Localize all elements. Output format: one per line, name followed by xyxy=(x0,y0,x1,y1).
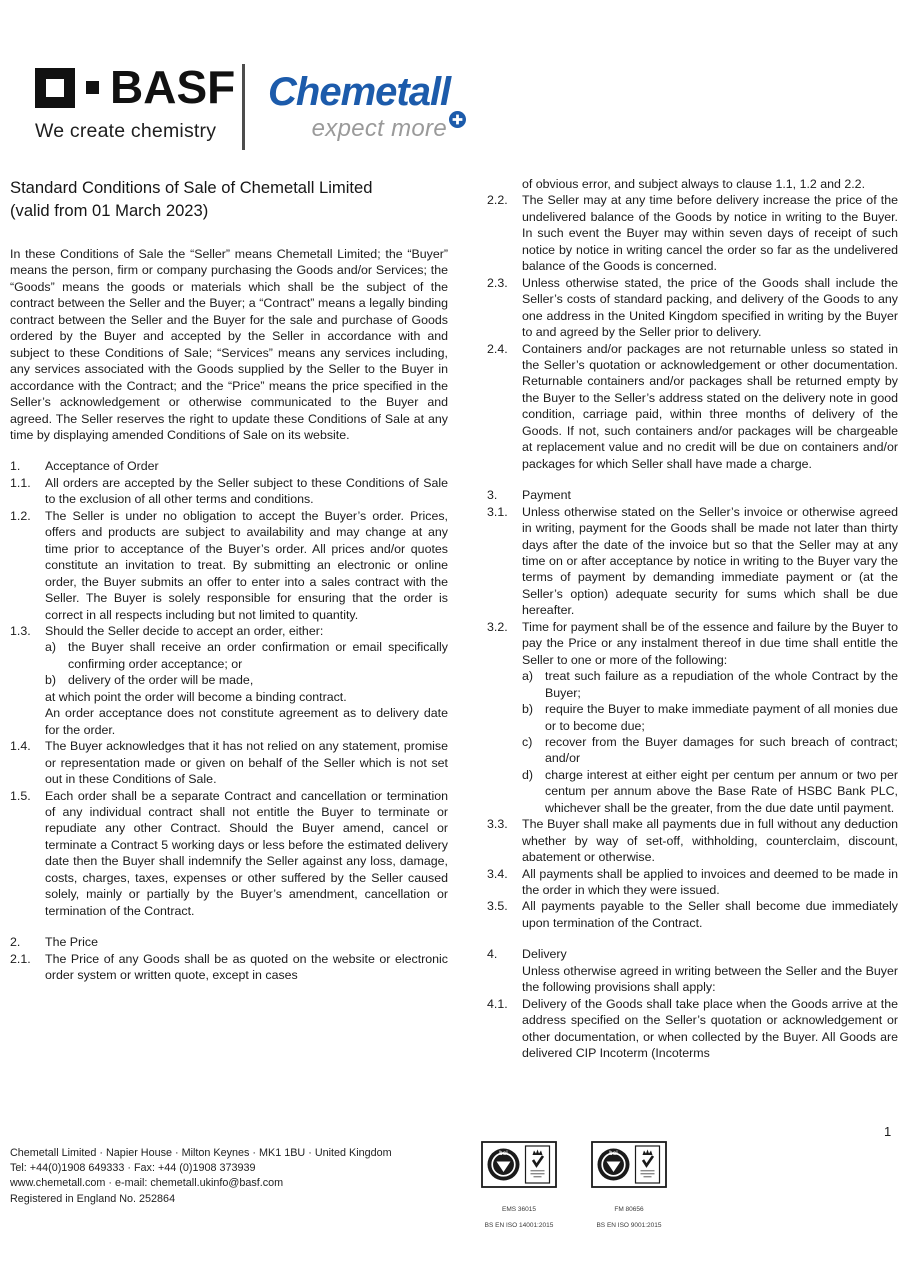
chemetall-wordmark: Chemetall xyxy=(268,70,451,114)
clause xyxy=(487,176,898,192)
certification-badges xyxy=(480,1141,668,1229)
clause-subitem xyxy=(522,734,898,767)
clause-paragraph: Each order shall be a separate Contract and cancellation or termination of any individual contract shall not entitle the Buyer to terminate or repudiate any other Contract. Should the Buyer amend, cancel or terminate a Contract 5 working days or less before the estimated delivery date then the Buyer shall indemnify the Seller against any loss, damage, costs, charges, taxes, expenses or other suffered by the Seller caused solely, mainly or partially by the Buyer’s amendment, cancellation or termination of the Contract. xyxy=(45,788,448,918)
clause-heading xyxy=(10,458,448,474)
clause-subitem xyxy=(522,767,898,816)
subitem-label: d) xyxy=(522,767,534,782)
svg-text:bsi: bsi xyxy=(609,1151,618,1158)
page-title xyxy=(10,176,448,222)
svg-text:bsi: bsi xyxy=(499,1151,508,1158)
chemetall-tagline-row xyxy=(268,117,466,141)
clause-number: 4. xyxy=(487,947,498,962)
subitem-text: treat such failure as a repudiation of the whole Contract by the Buyer; xyxy=(545,669,898,700)
clause xyxy=(10,788,448,920)
footer-address-line: Chemetall Limited · Napier House · Milton Keynes · MK1 1BU · United Kingdom xyxy=(10,1147,392,1159)
clause-paragraph: The Seller may at any time before delivery increase the price of the undelivered balance of the Goods by notice in writing to the Buyer. In such event the Buyer may within seven days of receipt of such notice by notice in writing cancel the order so far as the undelivered balance of the Goods is concerned. xyxy=(522,193,898,274)
clause-number: 3.4. xyxy=(487,866,508,881)
clause-text xyxy=(45,475,448,508)
chemetall-logo xyxy=(268,72,466,141)
clause-text xyxy=(45,458,448,474)
basf-logo xyxy=(35,61,236,143)
clause xyxy=(10,951,448,984)
clause-number: 3.2. xyxy=(487,619,508,634)
footer-phone-line: Tel: +44(0)1908 649333 · Fax: +44 (0)1908 373939 xyxy=(10,1162,256,1175)
subitem-label: a) xyxy=(522,669,534,684)
clause-paragraph: All orders are accepted by the Seller subject to these Conditions of Sale to the exclusion of all other terms and conditions. xyxy=(45,475,448,507)
clause-number: 2.2. xyxy=(487,193,508,208)
footer-registration-line: Registered in England No. 252864 xyxy=(10,1192,176,1205)
clause-paragraph: The Buyer acknowledges that it has not relied on any statement, promise or representation made or given on behalf of the Seller which is not set out in these Conditions of Sale. xyxy=(45,739,448,787)
clause-number: 3.3. xyxy=(487,817,508,832)
clause-number: 3. xyxy=(487,488,498,503)
subitem-text: the Buyer shall receive an order confirmation or email specifically confirming order acceptance; or xyxy=(68,640,448,671)
certification-badge xyxy=(480,1141,558,1229)
clause-paragraph: Unless otherwise agreed in writing between the Seller and the Buyer the following provisions shall apply: xyxy=(522,963,898,995)
clause-text xyxy=(522,192,898,274)
subitem-text: charge interest at either eight per centum per annum or two per centum per annum above the Base Rate of HSBC Bank PLC, whichever shall be the greater, from the due date until payment. xyxy=(545,767,898,815)
clause-text xyxy=(522,487,898,503)
chemetall-tagline: expect more xyxy=(311,115,447,142)
clause-paragraph: Payment xyxy=(522,488,571,503)
clause-number: 1.5. xyxy=(10,788,31,803)
clause-number: 2. xyxy=(10,935,21,950)
clause xyxy=(10,508,448,623)
clause-paragraph: Should the Seller decide to accept an order, either: xyxy=(45,623,324,638)
subitem-text: delivery of the order will be made, xyxy=(68,673,254,688)
clause xyxy=(487,816,898,865)
clause xyxy=(487,341,898,473)
clause-text xyxy=(522,341,898,473)
clause-number xyxy=(487,963,522,996)
clause-list-right xyxy=(487,176,898,1062)
clause-paragraph: Containers and/or packages are not returnable unless so stated in the Seller’s quotation or acknowledgement or other documentation. Returnable containers and/or packages shall be returned empty by the Buyer to the Seller’s address stated on the delivery note in good condition, carriage paid, within three months of delivery of the Goods. If not, such containers and/or packages will be chargeable at replacement value and no credit will be due on containers and/or packages for which Seller shall have made a charge. xyxy=(522,341,898,471)
intro-paragraph: In these Conditions of Sale the “Seller” means Chemetall Limited; the “Buyer” means the person, firm or company purchasing the Goods and/or Services; the “Goods” means the goods or materials which shall be the subject of the contract between the Seller and the Buyer; a “Contract” means a legally binding contract between the Seller and the Buyer for the sale and purchase of Goods ordered by the Buyer and accepted by the Seller in accordance with and subject to these Conditions of Sale; “Services” means any services including, any services associated with the Goods supplied by the Seller to the Buyer in accordance with the Contract; and the “Price” means the price specified in the Seller’s acknowledgement or otherwise communicated to the Buyer and agreed. The Seller reserves the right to update these Conditions of Sale at any time by displaying amended Conditions of Sale on its website. xyxy=(10,247,448,442)
clause-text xyxy=(522,816,898,865)
clause-paragraph: The Price of any Goods shall be as quoted on the website or electronic order system or written quote, except in cases xyxy=(45,951,448,983)
badge-certificate-number: EMS 36015 xyxy=(502,1206,536,1213)
basf-square-icon xyxy=(35,68,75,108)
clause-paragraph: The Price xyxy=(45,935,99,950)
clause xyxy=(487,275,898,341)
clause-paragraph: All payments shall be applied to invoices and deemed to be made in the order in which they were issued. xyxy=(522,866,898,898)
clause-paragraph: The Buyer shall make all payments due in full without any deduction whether by way of set-off, withholding, counterclaim, discount, abatement or otherwise. xyxy=(522,817,898,865)
badge-certificate-number: FM 80656 xyxy=(614,1206,644,1213)
basf-dot-icon xyxy=(86,81,99,94)
clause xyxy=(487,504,898,619)
clause xyxy=(10,738,448,787)
clause-number: 1.1. xyxy=(10,475,31,490)
clause-text xyxy=(45,738,448,787)
left-column xyxy=(10,176,448,983)
clause-paragraph: Unless otherwise stated on the Seller’s invoice or otherwise agreed in writing, payment for the Goods shall be made not later than thirty days after the date of the invoice but so that the Seller may at any time on or after acceptance by notice in writing to the Buyer vary the terms of payment by demanding immediate payment or (at the Seller’s option) adequate security for sums which shall be due hereafter. xyxy=(522,504,898,618)
clause xyxy=(487,996,898,1062)
clause-subitem xyxy=(522,668,898,701)
clause-number: 2.4. xyxy=(487,341,508,356)
subitem-text: recover from the Buyer damages for such breach of contract; and/or xyxy=(545,734,898,766)
page-title-line1: Standard Conditions of Sale of Chemetall Limited xyxy=(10,178,373,197)
badge-standard: BS EN ISO 9001:2015 xyxy=(596,1222,662,1229)
clause xyxy=(10,475,448,508)
clause-text xyxy=(522,946,898,962)
clause-number: 1.4. xyxy=(10,739,31,754)
clause xyxy=(487,963,898,996)
clause-text xyxy=(522,963,898,996)
clause-text xyxy=(522,176,898,192)
clause-text xyxy=(45,934,448,950)
clause-heading xyxy=(10,934,448,950)
page-number: 1 xyxy=(884,1124,892,1139)
clause-paragraph: at which point the order will become a binding contract. xyxy=(45,689,347,704)
clause-paragraph: All payments payable to the Seller shall become due immediately upon termination of the Contract. xyxy=(522,899,898,930)
clause-subitem xyxy=(522,701,898,734)
clause xyxy=(487,898,898,931)
subitem-label: b) xyxy=(45,673,57,688)
clause-text xyxy=(45,951,448,984)
subitem-label: a) xyxy=(45,640,57,655)
clause xyxy=(487,619,898,816)
clause xyxy=(10,623,448,738)
subitem-label: b) xyxy=(522,702,534,717)
basf-logo-row xyxy=(35,61,236,113)
clause-text xyxy=(45,623,448,738)
footer-web-line: www.chemetall.com · e-mail: chemetall.ukinfo@basf.com xyxy=(10,1177,284,1190)
footer-address-block xyxy=(10,1146,392,1207)
clause-text xyxy=(522,275,898,341)
clause-number: 1. xyxy=(10,459,21,474)
clause-text xyxy=(522,996,898,1062)
clause-heading xyxy=(487,487,898,503)
certification-badge xyxy=(590,1141,668,1229)
clause-subitem xyxy=(45,639,448,672)
basf-wordmark: BASF xyxy=(110,61,236,113)
clause-text xyxy=(522,898,898,931)
bsi-ukas-certification-icon xyxy=(481,1141,557,1193)
clause-number: 2.1. xyxy=(10,951,31,966)
clause-paragraph: Time for payment shall be of the essence and failure by the Buyer to pay the Price or any instalment thereof in due time shall entitle the Seller to one or more of the following: xyxy=(522,619,898,667)
plus-icon xyxy=(449,111,466,133)
clause xyxy=(487,866,898,899)
clause-paragraph: Delivery xyxy=(522,947,567,962)
clause-number: 4.1. xyxy=(487,996,508,1011)
bsi-ukas-certification-icon xyxy=(591,1141,667,1193)
clause-paragraph: Acceptance of Order xyxy=(45,459,159,474)
clause-paragraph: Unless otherwise stated, the price of the Goods shall include the Seller’s costs of standard packing, and delivery of the Goods to any one address in the United Kingdom specified in writing by the Buyer to and agreed by the Seller prior to delivery. xyxy=(522,275,898,340)
page-title-line2: (valid from 01 March 2023) xyxy=(10,201,209,220)
clause-paragraph: The Seller is under no obligation to accept the Buyer’s order. Prices, offers and products are subject to availability and may change at any time prior to acceptance of the Buyer’s order. All prices and/or quotes constitute an invitation to treat. By submitting an electronic or online order, the Buyer submits an offer to enter into a sales contract with the Seller. The Buyer is solely responsible for ensuring that the order is correct in all respects including but not limited to quantity. xyxy=(45,508,448,622)
clause-number: 1.2. xyxy=(10,508,31,523)
clause-number: 1.3. xyxy=(10,623,31,638)
clause-paragraph: of obvious error, and subject always to clause 1.1, 1.2 and 2.2. xyxy=(522,177,866,191)
subitem-label: c) xyxy=(522,734,533,749)
header-divider xyxy=(242,64,245,150)
basf-tagline: We create chemistry xyxy=(35,119,217,142)
clause xyxy=(487,192,898,274)
subitem-text: require the Buyer to make immediate payment of all monies due or to become due; xyxy=(545,702,898,733)
clause-text xyxy=(45,508,448,623)
clause-paragraph: An order acceptance does not constitute agreement as to delivery date for the order. xyxy=(45,706,448,737)
clause-subitem xyxy=(45,672,448,688)
clause-number: 3.5. xyxy=(487,899,508,914)
clause-text xyxy=(45,788,448,920)
clause-number: 3.1. xyxy=(487,504,508,519)
clause-text xyxy=(522,619,898,816)
badge-standard: BS EN ISO 14001:2015 xyxy=(484,1222,554,1229)
clause-text xyxy=(522,504,898,619)
clause-heading xyxy=(487,946,898,962)
clause-list-left xyxy=(10,458,448,983)
clause-text xyxy=(522,866,898,899)
clause-number xyxy=(487,176,522,192)
clause-paragraph: Delivery of the Goods shall take place when the Goods arrive at the address specified on the Seller’s quotation or acknowledgement or other documentation, or when collected by the Buyer. All Goods are delivered CIP Incoterm (Incoterms xyxy=(522,996,898,1061)
clause-number: 2.3. xyxy=(487,275,508,290)
right-column xyxy=(487,176,898,1062)
